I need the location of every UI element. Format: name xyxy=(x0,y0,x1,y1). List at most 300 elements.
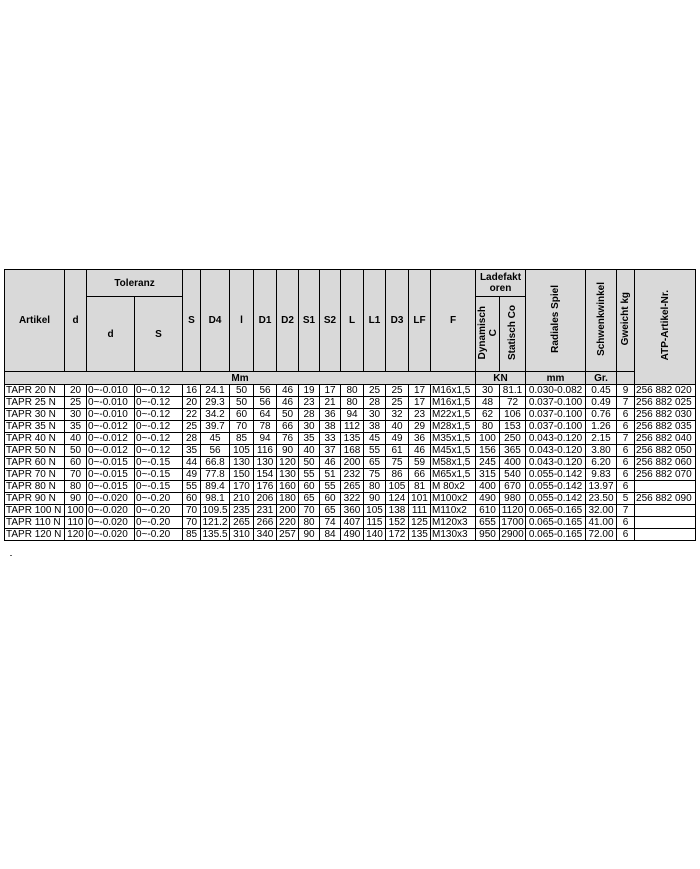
header-gewicht xyxy=(617,270,635,372)
header-s2: S2 xyxy=(320,270,341,372)
cell-d: 35 xyxy=(65,421,87,433)
cell-spiel: 0.065-0.165 xyxy=(526,505,586,517)
table-row xyxy=(5,433,696,445)
cell-lf: 135 xyxy=(409,529,431,541)
cell-co: 2900 xyxy=(501,529,524,540)
cell-spiel: 0.037-0.100 xyxy=(526,421,586,433)
cell-tol-d: 0~-0.020 xyxy=(87,517,135,529)
cell-d1: 231 xyxy=(254,505,277,517)
cell-d2: 180 xyxy=(277,493,299,505)
table-row xyxy=(5,457,696,469)
cell-f: M35x1,5 xyxy=(431,433,476,445)
header-d3: D3 xyxy=(386,270,409,372)
cell-s: 35 xyxy=(183,445,201,457)
cell-d: 50 xyxy=(65,445,87,457)
cell-d: 25 xyxy=(65,397,87,409)
cell-lf: 125 xyxy=(409,517,431,529)
cell-tol-s: 0~-0.20 xyxy=(135,505,183,517)
cell-lf: 17 xyxy=(409,385,431,397)
cell-tol-d: 0~-0.015 xyxy=(87,469,135,481)
cell-schwenk: 41.00 xyxy=(586,517,617,529)
cell-lf: 59 xyxy=(409,457,431,469)
cell-d3: 152 xyxy=(386,517,409,529)
cell-s: 25 xyxy=(183,421,201,433)
cell-d2: 200 xyxy=(277,505,299,517)
cell-f: M100x2 xyxy=(431,493,476,505)
cell-atp xyxy=(635,517,696,529)
cell-co: 106 xyxy=(500,409,526,421)
cell-atp: 256 882 060 xyxy=(635,457,696,469)
cell-d4: 45 xyxy=(201,433,230,445)
cell-l1: 28 xyxy=(364,397,386,409)
cell-artikel: TAPR 90 N xyxy=(5,493,65,505)
table-row xyxy=(5,529,696,541)
cell-artikel: TAPR 100 N xyxy=(5,505,65,517)
cell-artikel: TAPR 80 N xyxy=(5,481,65,493)
cell-d2: 257 xyxy=(277,529,299,541)
cell-d: 110 xyxy=(65,517,87,529)
unit-kn: KN xyxy=(476,372,526,385)
header-d4: D4 xyxy=(201,270,230,372)
cell-artikel: TAPR 35 N xyxy=(5,421,65,433)
cell-f: M45x1,5 xyxy=(431,445,476,457)
cell-tol-s: 0~-0.15 xyxy=(135,457,183,469)
cell-atp: 256 882 030 xyxy=(635,409,696,421)
cell-kg: 6 xyxy=(617,469,635,481)
cell-co: 980 xyxy=(500,493,526,505)
cell-s: 70 xyxy=(183,505,201,517)
cell-l: 112 xyxy=(341,421,364,433)
cell-l: 265 xyxy=(341,481,364,493)
cell-schwenk: 32.00 xyxy=(586,505,617,517)
cell-co: 1120 xyxy=(500,505,526,517)
cell-kg: 6 xyxy=(617,421,635,433)
header-schwenkwinkel-label: Schwenkwinkel xyxy=(595,282,607,356)
spec-table xyxy=(4,269,696,541)
cell-d1: 116 xyxy=(254,445,277,457)
cell-lf: 23 xyxy=(409,409,431,421)
header-tol-s: S xyxy=(135,297,183,372)
cell-co: 540 xyxy=(500,469,526,481)
cell-schwenk: 1.26 xyxy=(586,421,617,433)
cell-artikel: TAPR 70 N xyxy=(5,469,65,481)
header-tol-d: d xyxy=(87,297,135,372)
table-row xyxy=(5,481,696,493)
header-dynamisch xyxy=(476,297,500,372)
cell-l: 265 xyxy=(230,517,254,529)
cell-artikel: TAPR 60 N xyxy=(5,457,65,469)
cell-spiel: 0.043-0.120 xyxy=(526,445,586,457)
cell-d3: 25 xyxy=(386,385,409,397)
cell-s1: 60 xyxy=(299,481,320,493)
cell-schwenk: 23.50 xyxy=(586,493,617,505)
cell-d: 60 xyxy=(65,457,87,469)
table-row xyxy=(5,517,696,529)
cell-artikel: TAPR 25 N xyxy=(5,397,65,409)
table-row xyxy=(5,397,696,409)
cell-atp xyxy=(635,505,696,517)
unit-empty xyxy=(617,372,635,385)
cell-s: 85 xyxy=(183,529,201,541)
cell-d2: 76 xyxy=(277,433,299,445)
unit-mm: mm xyxy=(526,372,586,385)
cell-d1: 56 xyxy=(254,385,277,397)
cell-s1: 35 xyxy=(299,433,320,445)
unit-gr: Gr. xyxy=(586,372,617,385)
cell-s1: 55 xyxy=(299,469,320,481)
cell-l: 235 xyxy=(230,505,254,517)
cell-l: 150 xyxy=(230,469,254,481)
header-radiales-spiel xyxy=(526,270,586,372)
cell-atp: 256 882 035 xyxy=(635,421,696,433)
cell-d3: 49 xyxy=(386,433,409,445)
header-schwenkwinkel xyxy=(586,270,617,372)
header-lf: LF xyxy=(409,270,431,372)
cell-tol-d: 0~-0.012 xyxy=(87,445,135,457)
cell-s: 28 xyxy=(183,433,201,445)
cell-s: 55 xyxy=(183,481,201,493)
cell-spiel: 0.055-0.142 xyxy=(526,493,586,505)
cell-s2: 33 xyxy=(320,433,341,445)
cell-c: 80 xyxy=(476,421,500,433)
cell-s1: 40 xyxy=(299,445,320,457)
cell-c: 62 xyxy=(476,409,500,421)
cell-s2: 65 xyxy=(320,505,341,517)
cell-artikel: TAPR 30 N xyxy=(5,409,65,421)
cell-c: 950 xyxy=(476,529,500,541)
header-l1: L1 xyxy=(364,270,386,372)
header-statisch xyxy=(500,297,526,372)
cell-lf: 36 xyxy=(409,433,431,445)
header-L: L xyxy=(341,270,364,372)
cell-tol-s: 0~-0.12 xyxy=(135,433,183,445)
cell-artikel: TAPR 40 N xyxy=(5,433,65,445)
cell-l1: 75 xyxy=(364,469,386,481)
cell-d: 30 xyxy=(65,409,87,421)
cell-s: 70 xyxy=(183,517,201,529)
cell-d: 90 xyxy=(65,493,87,505)
header-d1: D1 xyxy=(254,270,277,372)
cell-schwenk: 9.83 xyxy=(586,469,617,481)
cell-co: 670 xyxy=(500,481,526,493)
cell-d: 20 xyxy=(65,385,87,397)
cell-d3: 86 xyxy=(386,469,409,481)
header-atp-label: ATP-Artikel-Nr. xyxy=(659,290,671,361)
cell-schwenk: 13.97 xyxy=(586,481,617,493)
cell-c: 490 xyxy=(476,493,500,505)
cell-s2: 21 xyxy=(320,397,341,409)
cell-d2: 66 xyxy=(277,421,299,433)
cell-co: 1700 xyxy=(501,517,524,528)
cell-d: 80 xyxy=(65,481,87,493)
cell-atp: 256 882 025 xyxy=(635,397,696,409)
cell-kg: 6 xyxy=(617,481,635,493)
cell-s2: 55 xyxy=(320,481,341,493)
cell-l1: 25 xyxy=(364,385,386,397)
header-ladefaktoren-line2: oren xyxy=(489,283,512,294)
cell-tol-s: 0~-0.20 xyxy=(135,529,183,541)
cell-l1: 65 xyxy=(364,457,386,469)
cell-d1: 206 xyxy=(254,493,277,505)
cell-lf: 66 xyxy=(409,469,431,481)
cell-schwenk: 3.80 xyxy=(586,445,617,457)
cell-tol-d: 0~-0.012 xyxy=(87,421,135,433)
cell-d2: 160 xyxy=(277,481,299,493)
header-d: d xyxy=(65,270,87,372)
cell-l: 322 xyxy=(341,493,364,505)
cell-atp: 256 882 070 xyxy=(635,469,696,481)
cell-c: 48 xyxy=(476,397,500,409)
header-l: l xyxy=(230,270,254,372)
cell-s1: 28 xyxy=(299,409,320,421)
cell-d: 100 xyxy=(65,505,87,517)
cell-l: 80 xyxy=(341,397,364,409)
cell-l1: 140 xyxy=(364,529,386,541)
header-dynamisch-line1: Dynamisch xyxy=(477,305,489,360)
table-row xyxy=(5,385,696,397)
cell-spiel: 0.037-0.100 xyxy=(526,409,586,421)
header-f: F xyxy=(431,270,476,372)
cell-d: 120 xyxy=(65,529,87,541)
cell-l: 130 xyxy=(230,457,254,469)
cell-tol-s: 0~-0.12 xyxy=(135,421,183,433)
cell-l: 310 xyxy=(230,529,254,541)
cell-kg: 6 xyxy=(617,457,635,469)
cell-d: 40 xyxy=(65,433,87,445)
cell-d3: 172 xyxy=(386,529,409,541)
cell-d4: 39.7 xyxy=(201,421,230,433)
header-dynamisch-label xyxy=(477,306,499,359)
cell-d3: 25 xyxy=(386,397,409,409)
cell-d3: 138 xyxy=(386,505,409,517)
cell-s2: 51 xyxy=(320,469,341,481)
cell-tol-s: 0~-0.20 xyxy=(135,517,183,529)
stray-mark xyxy=(10,555,12,556)
cell-d4: 109.5 xyxy=(202,505,228,516)
cell-tol-d: 0~-0.020 xyxy=(87,493,135,505)
cell-l1: 45 xyxy=(364,433,386,445)
cell-l: 80 xyxy=(341,385,364,397)
cell-d2: 220 xyxy=(277,517,299,529)
cell-lf: 111 xyxy=(409,505,431,517)
cell-tol-d: 0~-0.020 xyxy=(87,505,135,517)
cell-artikel: TAPR 50 N xyxy=(5,445,65,457)
cell-d3: 32 xyxy=(386,409,409,421)
header-atp xyxy=(635,270,696,385)
cell-d4: 89.4 xyxy=(201,481,230,493)
cell-s1: 90 xyxy=(299,529,320,541)
cell-s1: 23 xyxy=(299,397,320,409)
cell-c: 655 xyxy=(476,517,500,529)
header-dynamisch-line2: C xyxy=(488,328,500,337)
cell-tol-d: 0~-0.012 xyxy=(87,433,135,445)
cell-lf: 101 xyxy=(409,493,431,505)
cell-s: 22 xyxy=(183,409,201,421)
cell-schwenk: 2.15 xyxy=(586,433,617,445)
cell-d3: 105 xyxy=(386,481,409,493)
cell-s: 20 xyxy=(183,397,201,409)
cell-s2: 84 xyxy=(320,529,341,541)
cell-atp xyxy=(635,529,696,541)
cell-l1: 38 xyxy=(364,421,386,433)
cell-spiel: 0.065-0.165 xyxy=(526,529,586,541)
cell-d4: 24.1 xyxy=(201,385,230,397)
cell-d1: 56 xyxy=(254,397,277,409)
cell-co: 153 xyxy=(500,421,526,433)
cell-kg: 7 xyxy=(617,397,635,409)
cell-l1: 55 xyxy=(364,445,386,457)
cell-l: 60 xyxy=(230,409,254,421)
cell-d2: 120 xyxy=(277,457,299,469)
cell-d4: 56 xyxy=(201,445,230,457)
cell-lf: 29 xyxy=(409,421,431,433)
cell-s: 16 xyxy=(183,385,201,397)
cell-kg: 5 xyxy=(617,493,635,505)
header-artikel: Artikel xyxy=(5,270,65,372)
cell-l: 360 xyxy=(341,505,364,517)
cell-d2: 130 xyxy=(277,469,299,481)
cell-tol-d: 0~-0.015 xyxy=(87,457,135,469)
cell-l1: 90 xyxy=(364,493,386,505)
header-ladefaktoren-line1: Ladefakt xyxy=(479,272,522,283)
cell-d1: 176 xyxy=(254,481,277,493)
cell-s2: 38 xyxy=(320,421,341,433)
cell-d2: 46 xyxy=(277,397,299,409)
cell-schwenk: 6.20 xyxy=(586,457,617,469)
cell-d1: 130 xyxy=(254,457,277,469)
cell-c: 156 xyxy=(476,445,500,457)
cell-d4: 77.8 xyxy=(201,469,230,481)
table-row xyxy=(5,409,696,421)
cell-l: 170 xyxy=(230,481,254,493)
cell-l: 210 xyxy=(230,493,254,505)
cell-s1: 70 xyxy=(299,505,320,517)
table-row xyxy=(5,505,696,517)
header-ladefaktoren xyxy=(476,270,526,297)
cell-c: 30 xyxy=(476,385,500,397)
cell-d1: 78 xyxy=(254,421,277,433)
cell-l: 105 xyxy=(230,445,254,457)
cell-tol-s: 0~-0.15 xyxy=(135,469,183,481)
cell-f: M120x3 xyxy=(431,517,476,529)
cell-co: 72 xyxy=(500,397,526,409)
cell-s2: 74 xyxy=(320,517,341,529)
table-body xyxy=(5,385,696,541)
cell-lf: 81 xyxy=(409,481,431,493)
cell-l1: 80 xyxy=(364,481,386,493)
cell-tol-d: 0~-0.010 xyxy=(87,397,135,409)
cell-l: 407 xyxy=(341,517,364,529)
cell-s2: 37 xyxy=(320,445,341,457)
cell-d1: 154 xyxy=(254,469,277,481)
cell-tol-d: 0~-0.010 xyxy=(87,409,135,421)
cell-schwenk: 0.45 xyxy=(586,385,617,397)
table-row xyxy=(5,445,696,457)
cell-spiel: 0.030-0.082 xyxy=(526,385,586,397)
cell-d4: 34.2 xyxy=(201,409,230,421)
cell-d2: 50 xyxy=(277,409,299,421)
cell-c: 610 xyxy=(476,505,500,517)
cell-f: M16x1,5 xyxy=(431,397,476,409)
cell-l: 490 xyxy=(341,529,364,541)
cell-tol-d: 0~-0.015 xyxy=(87,481,135,493)
cell-spiel: 0.055-0.142 xyxy=(526,481,586,493)
cell-schwenk: 0.76 xyxy=(586,409,617,421)
cell-l: 50 xyxy=(230,385,254,397)
cell-spiel: 0.037-0.100 xyxy=(526,397,586,409)
cell-tol-s: 0~-0.20 xyxy=(135,493,183,505)
cell-f: M110x2 xyxy=(431,505,476,517)
cell-f: M16x1,5 xyxy=(431,385,476,397)
cell-tol-s: 0~-0.15 xyxy=(135,481,183,493)
cell-tol-s: 0~-0.12 xyxy=(135,385,183,397)
cell-s2: 17 xyxy=(320,385,341,397)
header-radiales-spiel-label: Radiales Spiel xyxy=(550,285,562,353)
cell-kg: 6 xyxy=(617,445,635,457)
cell-d2: 90 xyxy=(277,445,299,457)
cell-l: 135 xyxy=(341,433,364,445)
header-d2: D2 xyxy=(277,270,299,372)
header-s1: S1 xyxy=(299,270,320,372)
cell-f: M65x1,5 xyxy=(431,469,476,481)
cell-spiel: 0.055-0.142 xyxy=(526,469,586,481)
header-toleranz: Toleranz xyxy=(87,270,183,297)
cell-s1: 65 xyxy=(299,493,320,505)
cell-lf: 17 xyxy=(409,397,431,409)
cell-f: M 80x2 xyxy=(431,481,476,493)
header-s: S xyxy=(183,270,201,372)
cell-s2: 60 xyxy=(320,493,341,505)
unit-mm-main: Mm xyxy=(5,372,476,385)
cell-kg: 7 xyxy=(617,433,635,445)
header-statisch-label: Statisch Co xyxy=(507,304,519,360)
cell-d2: 46 xyxy=(277,385,299,397)
cell-l1: 115 xyxy=(364,517,386,529)
cell-f: M22x1,5 xyxy=(431,409,476,421)
cell-spiel: 0.043-0.120 xyxy=(526,433,586,445)
cell-s1: 80 xyxy=(299,517,320,529)
cell-s1: 50 xyxy=(299,457,320,469)
cell-l1: 105 xyxy=(364,505,386,517)
cell-tol-d: 0~-0.010 xyxy=(87,385,135,397)
cell-d: 70 xyxy=(65,469,87,481)
cell-atp xyxy=(635,481,696,493)
cell-l: 85 xyxy=(230,433,254,445)
cell-co: 250 xyxy=(500,433,526,445)
cell-l: 200 xyxy=(341,457,364,469)
cell-s: 60 xyxy=(183,493,201,505)
cell-l: 168 xyxy=(341,445,364,457)
cell-spiel: 0.065-0.165 xyxy=(526,517,586,529)
cell-atp: 256 882 020 xyxy=(635,385,696,397)
cell-artikel: TAPR 20 N xyxy=(5,385,65,397)
cell-lf: 46 xyxy=(409,445,431,457)
cell-d4: 98.1 xyxy=(201,493,230,505)
cell-s: 44 xyxy=(183,457,201,469)
cell-l: 94 xyxy=(341,409,364,421)
table-row xyxy=(5,421,696,433)
cell-d1: 64 xyxy=(254,409,277,421)
cell-co: 81.1 xyxy=(500,385,526,397)
cell-tol-s: 0~-0.12 xyxy=(135,445,183,457)
cell-kg: 6 xyxy=(617,517,635,529)
cell-l: 50 xyxy=(230,397,254,409)
cell-c: 400 xyxy=(476,481,500,493)
cell-l: 232 xyxy=(341,469,364,481)
cell-kg: 9 xyxy=(617,385,635,397)
cell-s1: 19 xyxy=(299,385,320,397)
cell-s2: 46 xyxy=(320,457,341,469)
